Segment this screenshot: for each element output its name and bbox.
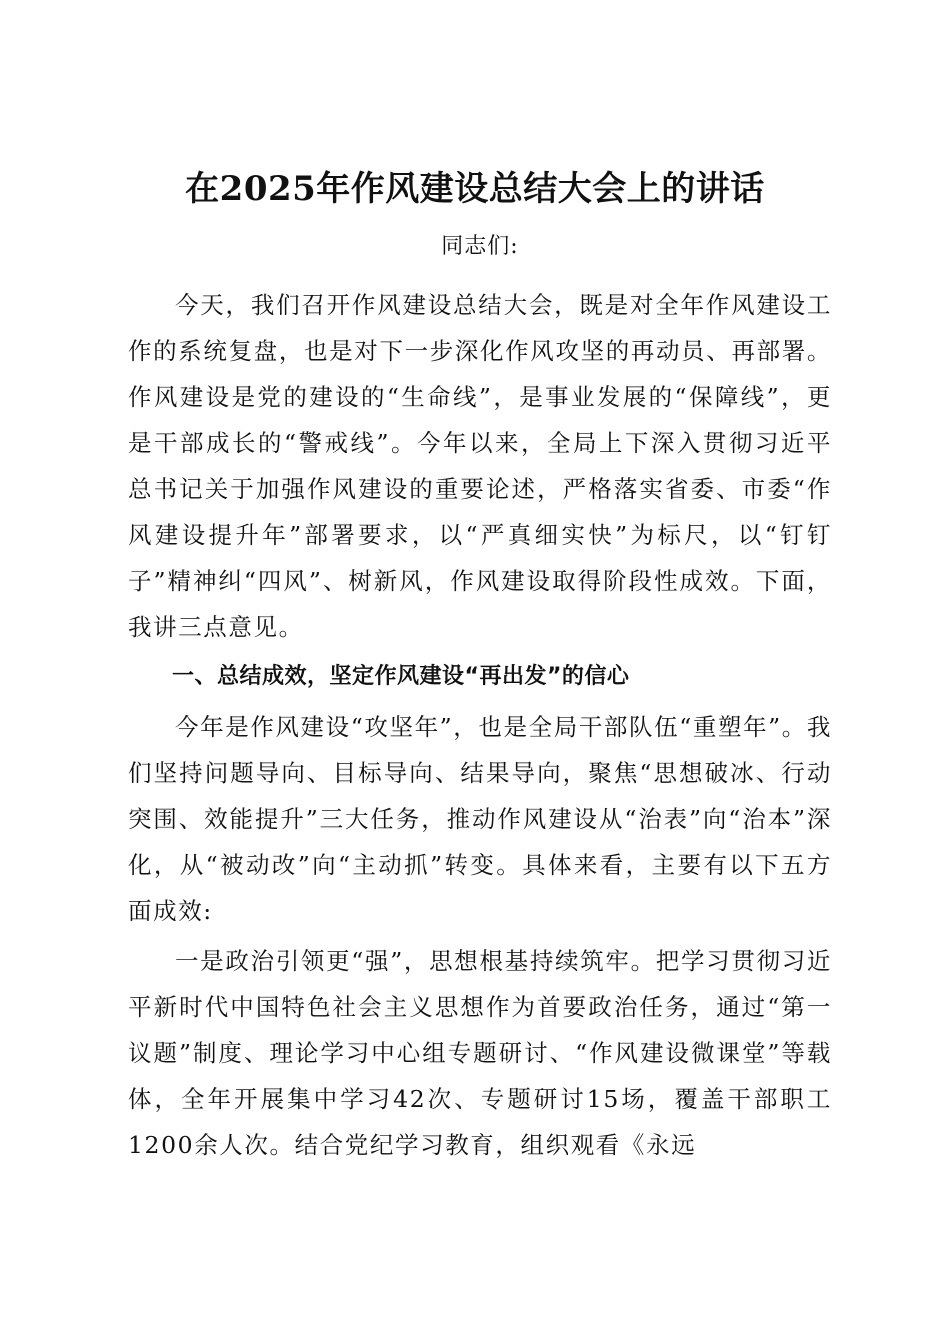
salutation: 同志们: xyxy=(441,234,519,259)
document-body xyxy=(128,232,832,1172)
section-paragraph: 今年是作风建设“攻坚年”，也是全局干部队伍“重塑年”。我们坚持问题导向、目标导向、结果导向，聚焦“思想破冰、行动突围、效能提升”三大任务，推动作风建设从“治表”向“治本”深化，从“被动改”向“主动抓”转变。具体来看，主要有以下五方面成效: xyxy=(128,713,832,925)
intro-paragraph: 今天，我们召开作风建设总结大会，既是对全年作风建设工作的系统复盘，也是对下一步深化作风攻坚的再动员、再部署。作风建设是党的建设的“生命线”，是事业发展的“保障线”，更是干部成长的“警戒线”。今年以来，全局上下深入贯彻习近平总书记关于加强作风建设的重要论述，严格落实省委、市委“作风建设提升年”部署要求，以“严真细实快”为标尺，以“钉钉子”精神纠“四风”、树新风，作风建设取得阶段性成效。下面，我讲三点意见。 xyxy=(128,291,832,641)
section-heading: 一、总结成效，坚定作风建设“再出发”的信心 xyxy=(172,664,630,689)
document-title: 在2025年作风建设总结大会上的讲话 xyxy=(185,169,765,209)
section-paragraph: 一是政治引领更“强”，思想根基持续筑牢。把学习贯彻习近平新时代中国特色社会主义思想作为首要政治任务，通过“第一议题”制度、理论学习中心组专题研讨、“作风建设微课堂”等载体，全年开展集中学习42次、专题研讨15场，覆盖干部职工1200余人次。结合党纪学习教育，组织观看《永远 xyxy=(128,947,832,1159)
